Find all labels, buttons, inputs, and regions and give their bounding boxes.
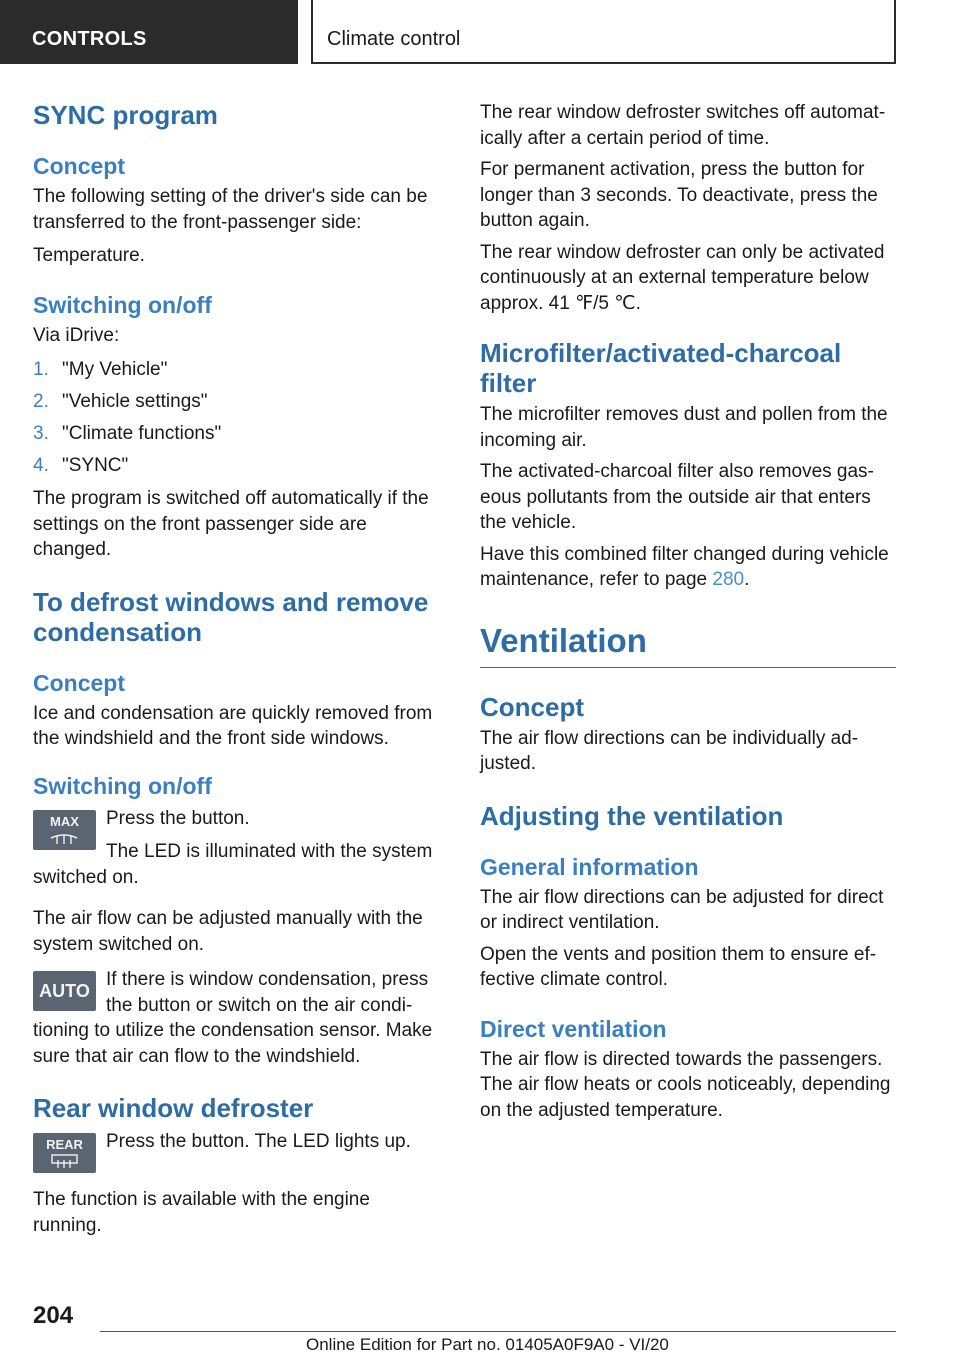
auto-button-block <box>33 967 443 1069</box>
windshield-heat-icon <box>33 810 96 850</box>
filter-text-2: The activated-charcoal filter also removes gas‐eous pollutants from the outside air that enters the vehicle. <box>480 461 874 533</box>
rear-text-2: The function is available with the engine running. <box>33 1189 370 1236</box>
rear-text-4: For permanent activation, press the button for longer than 3 seconds. To deactivate, press the button again. <box>480 159 878 231</box>
header-section-tab <box>0 0 298 64</box>
filter-text-3: Have this combined filter changed during vehicle maintenance, refer to page 280. <box>480 543 889 590</box>
page-number: 204 <box>33 1302 74 1329</box>
right-column <box>480 100 896 1123</box>
adjust-ventilation-title: Adjusting the ventilation <box>480 800 784 831</box>
rear-defrost-button-icon: REAR <box>33 1133 96 1173</box>
rear-window-heat-icon <box>33 1133 96 1173</box>
rear-defroster-title: Rear window defroster <box>33 1093 314 1123</box>
footer-edition: Online Edition for Part no. 01405A0F9A0 - VI/20 <box>306 1335 669 1354</box>
sync-switch-heading: Switching on/off <box>33 291 212 318</box>
header-section-label: CONTROLS <box>32 28 147 50</box>
section-divider <box>480 667 896 668</box>
list-item: 3. "Climate functions" <box>33 423 222 444</box>
rear-text-3: The rear window defroster switches off automat‐ically after a certain period of time. <box>480 102 886 149</box>
auto-button-icon: AUTO <box>33 971 96 1011</box>
ventilation-title: Ventilation <box>480 621 647 659</box>
airflow-text: The air flow can be adjusted manually with the system switched on. <box>33 908 423 955</box>
auto-text: If there is window condensation, press the button or switch on the air condi‐tioning to utilize the condensation sensor. Make sure that air can flow to the windshield. <box>33 969 433 1067</box>
defrost-switch-heading: Switching on/off <box>33 772 212 799</box>
left-column <box>33 100 443 1238</box>
page-reference-link[interactable]: 280 <box>712 569 745 590</box>
header-chapter-tab <box>311 0 896 64</box>
rear-text-1: Press the button. The LED lights up. <box>106 1131 411 1152</box>
sync-switch-text: Via iDrive: <box>33 324 120 346</box>
sync-note: The program is switched off automatically if the settings on the front passenger side are changed. <box>33 488 429 560</box>
sync-concept-temperature: Temperature. <box>33 245 145 266</box>
list-item: 2. "Vehicle settings" <box>33 391 208 412</box>
max-text-1: Press the button. <box>106 807 250 829</box>
list-item: 1. "My Vehicle" <box>33 359 168 380</box>
sync-concept-heading: Concept <box>33 153 125 179</box>
general-text-2: Open the vents and position them to ensure ef‐fective climate control. <box>480 943 877 990</box>
vent-concept-text: The air flow directions can be individually ad‐justed. <box>480 727 859 774</box>
defrost-concept-heading: Concept <box>33 669 125 696</box>
max-button-block <box>33 806 443 891</box>
header-chapter-label: Climate control <box>327 28 461 50</box>
sync-title: SYNC program <box>33 100 218 130</box>
general-info-heading: General information <box>480 853 699 880</box>
filter-text-1: The microfilter removes dust and pollen from the incoming air. <box>480 404 888 451</box>
footer-divider <box>100 1331 896 1332</box>
direct-text: The air flow is directed towards the passengers. The air flow heats or cools noticeably, depending on the adjusted temperature. <box>480 1048 891 1121</box>
vent-concept-heading: Concept <box>480 691 584 722</box>
list-item: 4. "SYNC" <box>33 455 129 476</box>
idrive-steps-list <box>33 354 443 482</box>
defrost-title: To defrost windows and remove condensation <box>33 586 429 647</box>
direct-ventilation-heading: Direct ventilation <box>480 1015 667 1042</box>
sync-concept-text: The following setting of the driver's side can be transferred to the front-passenger side: <box>33 186 428 233</box>
general-text-1: The air flow directions can be adjusted for direct or indirect ventilation. <box>480 886 884 933</box>
max-defrost-button-icon: MAX <box>33 810 96 850</box>
filter-title: Microfilter/activated-charcoal filter <box>480 338 842 398</box>
rear-text-5: The rear window defroster can only be activated continuously at an external temperature below approx. 41 ℉/5 ℃. <box>480 241 885 314</box>
rear-button-block <box>33 1129 443 1177</box>
defrost-concept-text: Ice and condensation are quickly removed from the windshield and the front side windows. <box>33 702 433 749</box>
max-text-2: The LED is illuminated with the system switched on. <box>33 841 433 888</box>
